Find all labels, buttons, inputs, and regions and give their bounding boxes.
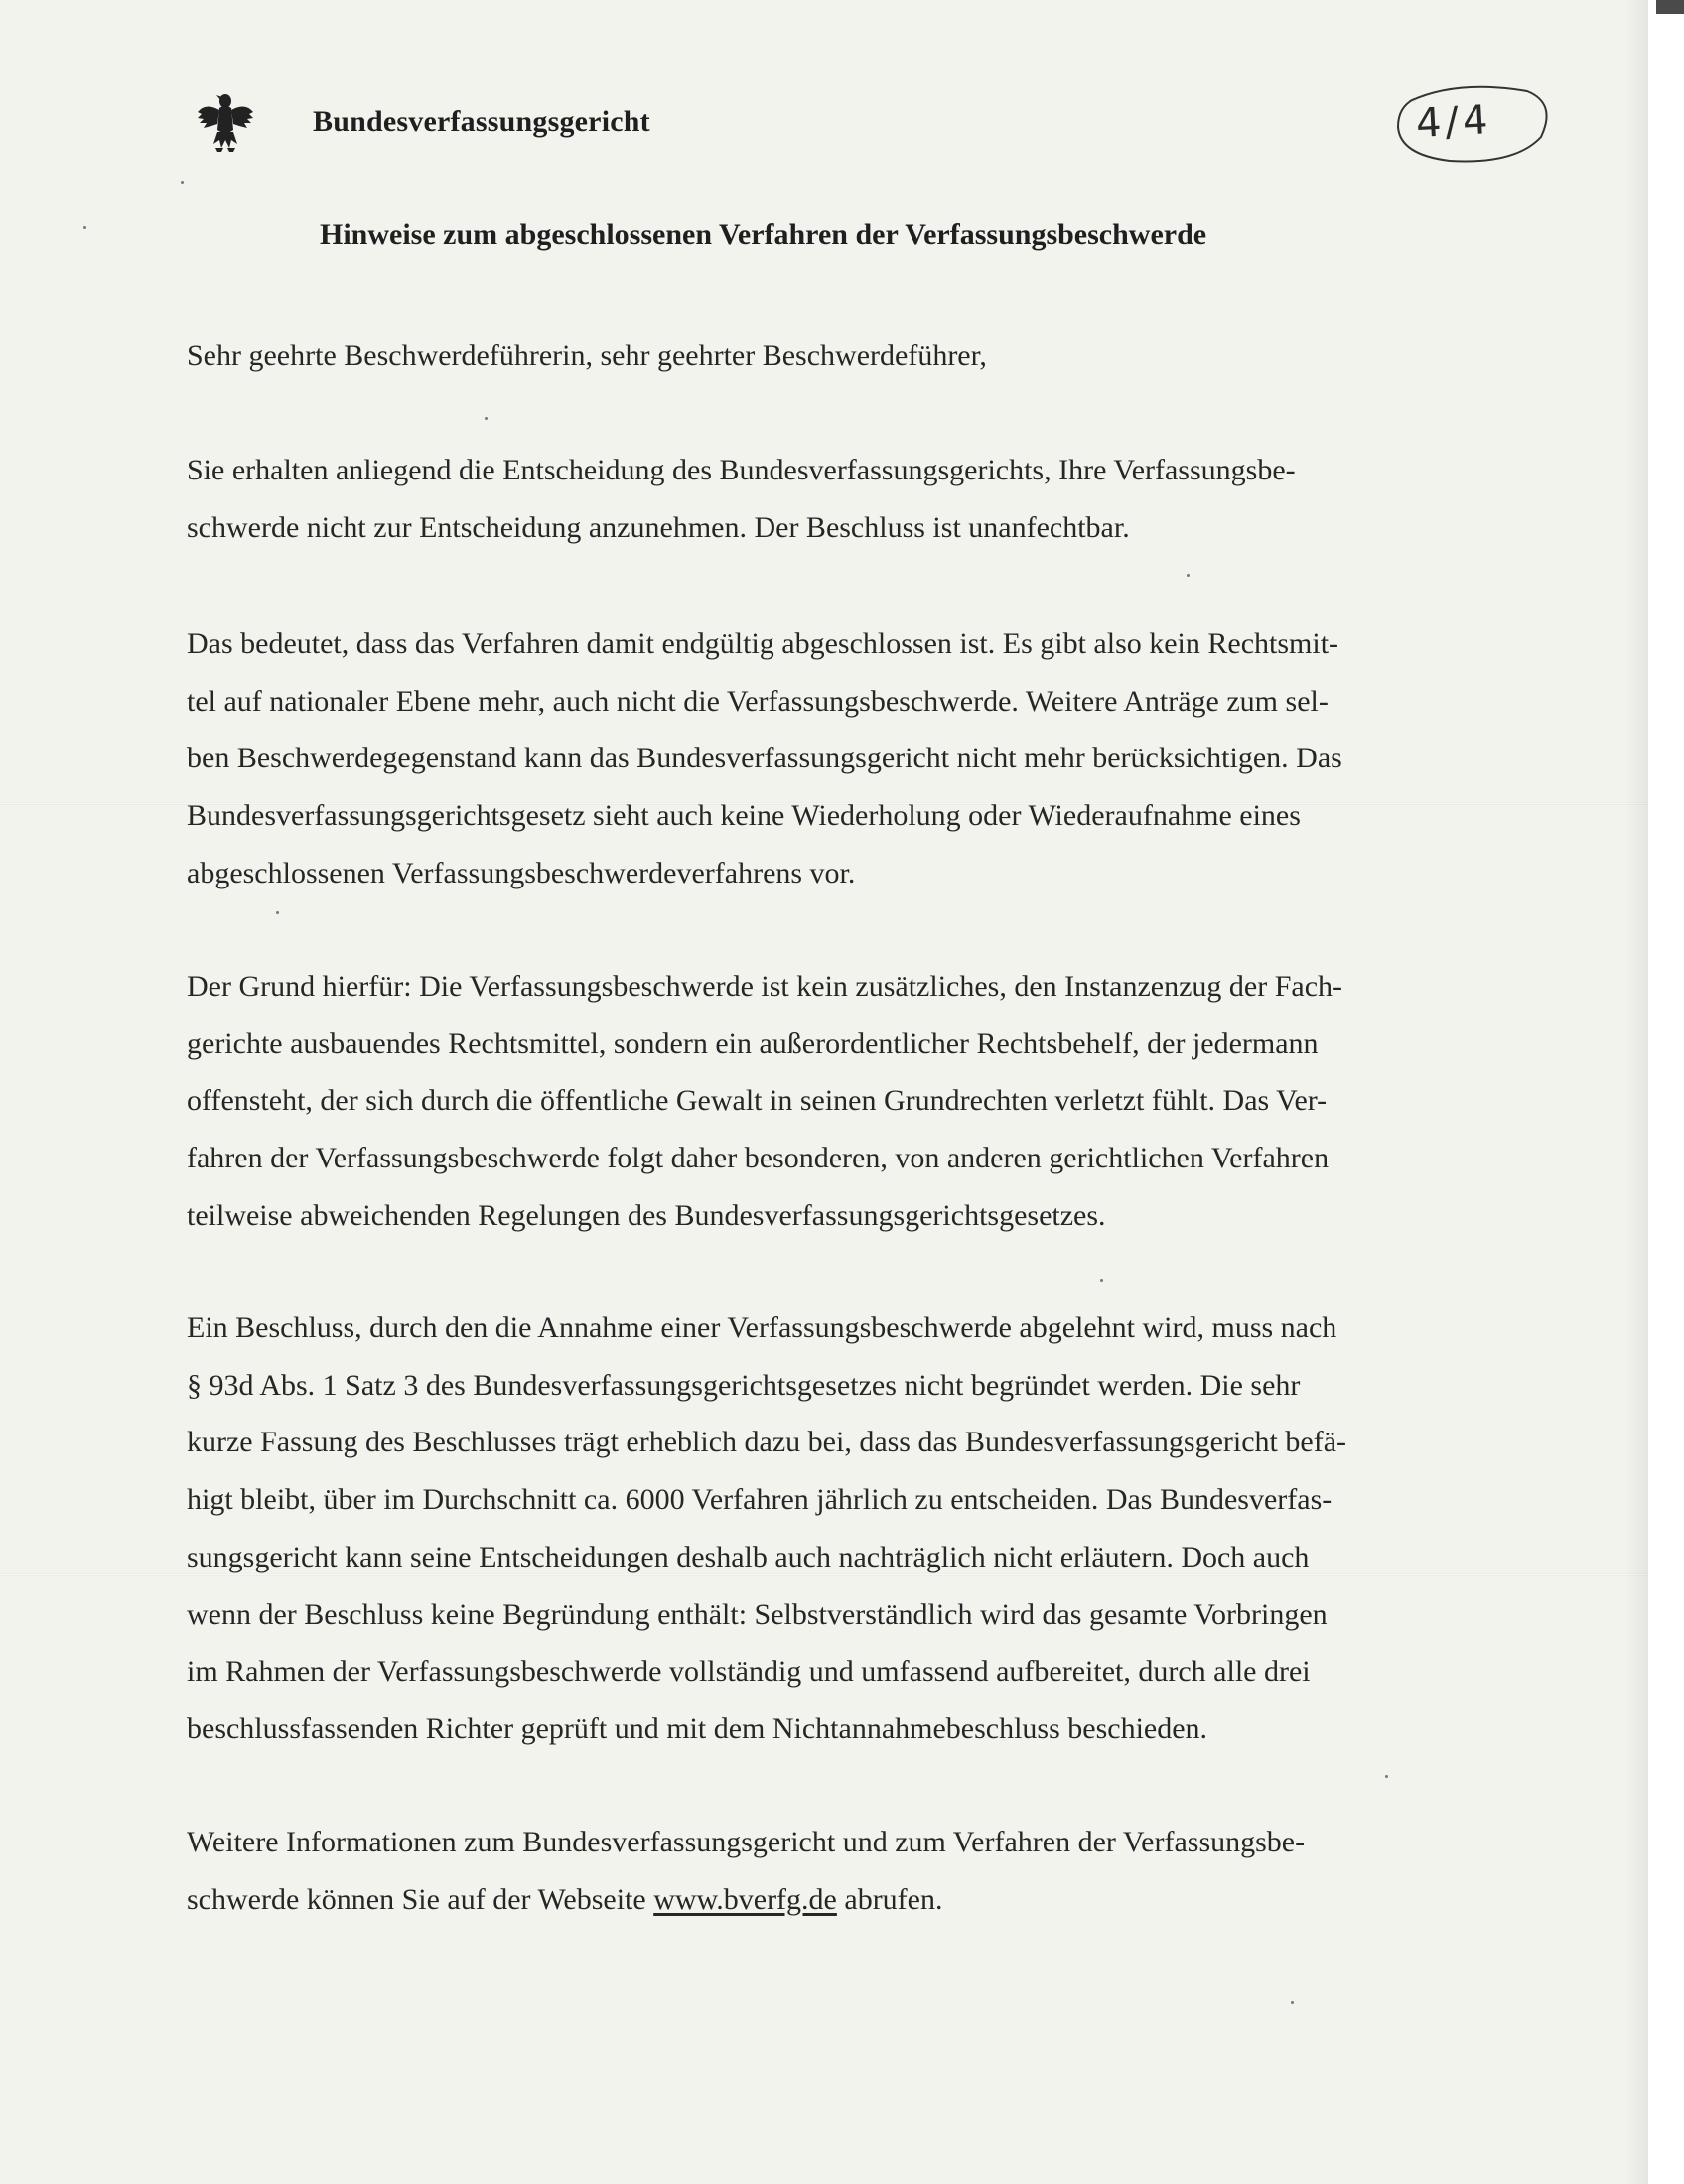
website-link[interactable]: www.bverfg.de [653,1882,837,1916]
scan-speck [485,417,488,420]
text-line: Ein Beschluss, durch den die Annahme einer Verfassungsbeschwerde abgelehnt wird, muss nach [187,1311,1337,1344]
document-title: Hinweise zum abgeschlossenen Verfahren der Verfassungsbeschwerde [320,218,1207,251]
text-line: offensteht, der sich durch die öffentliche Gewalt in seinen Grundrechten verletzt fühlt. Das Ver- [187,1084,1328,1118]
paragraph-finality [187,615,1477,902]
handwritten-page-mark [1388,81,1555,167]
scan-speck [83,226,86,229]
text-line: higt bleibt, über im Durchschnitt ca. 6000 Verfahren jährlich zu entscheiden. Das Bundesverfas- [187,1483,1333,1517]
text-fragment: abrufen. [836,1882,943,1916]
scan-speck [276,911,279,914]
scan-speck [181,181,184,184]
scan-speck [1291,2001,1294,2004]
text-line: Bundesverfassungsgerichtsgesetz sieht auch keine Wiederholung oder Wiederaufnahme eines [187,799,1301,833]
text-line: wenn der Beschluss keine Begründung enthält: Selbstverständlich wird das gesamte Vorbringen [187,1597,1328,1631]
text-line: abgeschlossenen Verfassungsbeschwerdeverfahrens vor. [187,856,856,889]
salutation-text: Sehr geehrte Beschwerdeführerin, sehr geehrter Beschwerdeführer, [187,340,987,372]
text-line: kurze Fassung des Beschlusses trägt erheblich dazu bei, dass das Bundesverfassungsgericht befä- [187,1426,1347,1459]
text-line: beschlussfassenden Richter geprüft und mit dem Nichtannahmebeschluss beschieden. [187,1711,1208,1745]
text-line: § 93d Abs. 1 Satz 3 des Bundesverfassungsgerichtsgesetzes nicht begründet werden. Die sehr [187,1368,1301,1402]
text-line: schwerde nicht zur Entscheidung anzunehmen. Der Beschluss ist unanfechtbar. [187,510,1130,544]
paragraph-reason [187,958,1477,1245]
text-line: fahren der Verfassungsbeschwerde folgt daher besonderen, von anderen gerichtlichen Verfahren [187,1142,1330,1175]
text-line: ben Beschwerdegegenstand kann das Bundesverfassungsgericht nicht mehr berücksichtigen. Das [187,742,1342,775]
paragraph-justification [187,1299,1477,1758]
paragraph-decision [187,442,1477,556]
text-fragment: schwerde können Sie auf der Webseite [187,1882,654,1916]
text-line: im Rahmen der Verfassungsbeschwerde vollständig und umfassend aufbereitet, durch alle drei [187,1655,1311,1689]
scan-border-mark [1656,0,1684,14]
text-line: Der Grund hierfür: Die Verfassungsbeschwerde ist kein zusätzliches, den Instanzenzug der Fach- [187,970,1343,1003]
text-line: Weitere Informationen zum Bundesverfassungsgericht und zum Verfahren der Verfassungsbe- [187,1826,1306,1858]
federal-eagle-icon [194,90,257,154]
scan-speck [1100,1279,1103,1282]
scan-speck [1187,574,1190,577]
text-line: Das bedeutet, dass das Verfahren damit endgültig abgeschlossen ist. Es gibt also kein Rechtsmit- [187,627,1339,660]
text-line: teilweise abweichenden Regelungen des Bundesverfassungsgerichtsgesetzes. [187,1198,1106,1232]
text-line: Sie erhalten anliegend die Entscheidung des Bundesverfassungsgerichts, Ihre Verfassungsbe- [187,454,1296,486]
text-line: gerichte ausbauendes Rechtsmittel, sondern ein außerordentlicher Rechtsbehelf, der jedermann [187,1026,1319,1060]
court-name: Bundesverfassungsgericht [313,105,650,138]
letterhead [194,87,650,157]
paragraph-further-info [187,1814,1477,1928]
page-mark-text: 4/4 [1414,97,1493,147]
salutation [187,328,1477,385]
text-line [187,1871,1477,1929]
paper-edge-shadow [1624,0,1648,2184]
scan-speck [1385,1775,1388,1778]
text-line: tel auf nationaler Ebene mehr, auch nicht die Verfassungsbeschwerde. Weitere Anträge zum sel- [187,684,1329,718]
scan-border [1648,0,1684,2184]
text-line: sungsgericht kann seine Entscheidungen deshalb auch nachträglich nicht erläutern. Doch auch [187,1540,1310,1573]
